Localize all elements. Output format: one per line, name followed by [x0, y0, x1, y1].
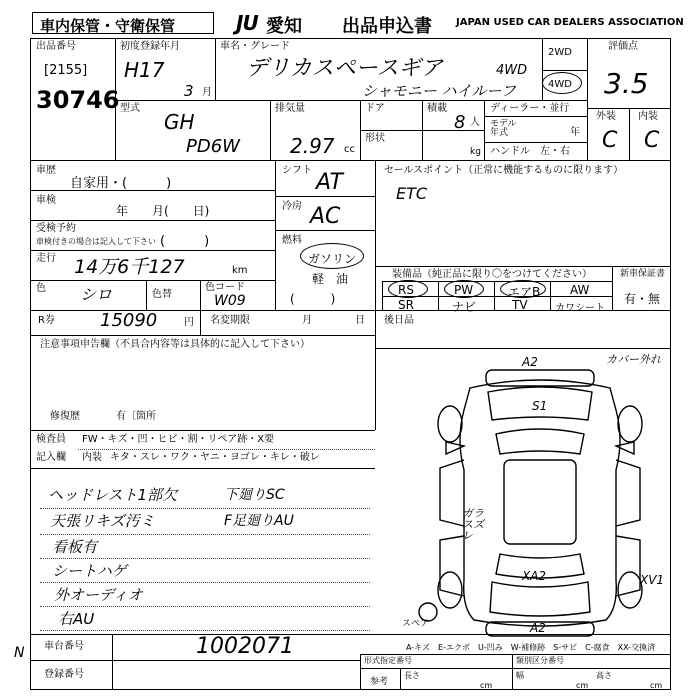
cert-label-2: 類別区分番号 — [516, 656, 564, 665]
fuel-diesel: 軽 油 — [312, 272, 349, 286]
storage-label: 車内保管・守衛保管 — [40, 17, 176, 35]
width-unit: cm — [576, 681, 589, 690]
equip-airbag-circle — [500, 280, 546, 298]
car-damage-diagram — [410, 350, 670, 640]
damage-note: XV1 — [640, 573, 665, 587]
mileage-value: 14万6千127 — [74, 256, 185, 278]
damage-note: カバー外れ — [606, 353, 661, 366]
repair-label: 修復歴 — [50, 411, 80, 422]
equip-rs-circle — [388, 280, 428, 298]
interior-grade: C — [644, 128, 660, 153]
lot-number: 30746 — [36, 86, 120, 114]
spare-label: スペア — [402, 619, 430, 629]
fuel-label: 燃料 — [282, 235, 302, 246]
lot-sub-number: [2155] — [44, 63, 88, 78]
org-name: 愛知 — [266, 16, 302, 37]
inspector-row1: FW・キズ・凹・ヒビ・割・リペア跡・X要 — [82, 434, 275, 445]
drive-2wd: 2WD — [548, 47, 572, 58]
exterior-grade: C — [602, 128, 618, 153]
remark-line: シートハゲ — [52, 562, 127, 580]
seats-value: 8 — [454, 112, 466, 133]
shift-value: AT — [316, 170, 343, 195]
reg-number-label: 登録番号 — [44, 669, 84, 680]
transfer-label: 名変期限 — [210, 315, 250, 326]
color-code-value: W09 — [214, 293, 246, 309]
disp-label: 排気量 — [275, 103, 305, 114]
rating-label: 評価点 — [608, 41, 638, 52]
mileage-label: 走行 — [36, 253, 56, 264]
remark-line: 天張リキズ汚ミ — [50, 512, 155, 530]
association-name: JAPAN USED CAR DEALERS ASSOCIATION — [456, 17, 684, 28]
remark-right-line: 下廻りSC — [224, 487, 285, 503]
reg-month-unit: 月 — [202, 87, 212, 98]
height-unit: cm — [650, 681, 663, 690]
selling-points-value: ETC — [396, 184, 428, 203]
equip-pw-circle — [444, 280, 484, 298]
disp-unit: cc — [344, 144, 355, 155]
repair-value: 有〔箇所 — [116, 411, 156, 422]
equip-pw: PW — [454, 283, 474, 297]
type-label: 型式 — [120, 103, 140, 114]
length-label: 長さ — [404, 671, 420, 680]
remark-line: 外オーディオ — [54, 586, 143, 604]
ref-label: 参考 — [370, 677, 389, 687]
reg-month: 3 — [184, 82, 194, 100]
cert-label-1: 形式指定番号 — [364, 656, 412, 665]
disp-value: 2.97 — [290, 134, 335, 158]
warranty-options: 有・無 — [624, 292, 661, 306]
shape-label: 形状 — [365, 133, 385, 144]
dealer-label: ディーラー・並行 — [490, 103, 570, 114]
inspector-row2: キタ・スレ・ワク・ヤニ・ヨゴレ・キレ・破レ — [110, 452, 320, 463]
reception-label: 受検予約 — [36, 223, 76, 234]
model-name-label: 車名・グレード — [220, 41, 290, 52]
damage-note: A2 — [530, 621, 546, 635]
inspection-value: 年 月( 日) — [116, 204, 210, 218]
color-label: 色 — [36, 283, 46, 294]
equip-navi: ナビ — [452, 300, 477, 314]
model-name-line2: シャモニー ハイルーフ — [362, 82, 516, 100]
fuel-gas-circle — [300, 243, 364, 269]
damage-note: A2 — [522, 355, 538, 369]
equip-leather: カワシート — [555, 303, 605, 314]
equip-aw: AW — [570, 283, 590, 297]
color-value: シロ — [80, 285, 113, 304]
shift-label: シフト — [282, 165, 312, 176]
ju-logo: JU — [236, 11, 258, 35]
transfer-day: 日 — [355, 315, 365, 326]
damage-note: ガラスズレ — [462, 507, 484, 542]
interior-label: 内装 — [638, 111, 658, 122]
history-value: 自家用・( ) — [70, 176, 172, 191]
model-year-unit: 年 — [570, 127, 580, 138]
drive-4wd-circle — [542, 72, 582, 94]
remark-line: ヘッドレスト1部欠 — [48, 486, 178, 504]
recycle-label: R券 — [38, 315, 55, 326]
capacity-label: 積載 — [427, 103, 447, 114]
equipment-label: 装備品（純正品に限り〇をつけてください） — [392, 269, 592, 280]
type-line1: GH — [164, 110, 195, 134]
door-label: ドア — [365, 103, 385, 114]
ac-value: AC — [310, 204, 341, 229]
inspector-label-2: 記入欄 — [36, 452, 66, 463]
remark-right-line: F足廻りAU — [224, 513, 294, 529]
reception-value: ( ) — [160, 234, 210, 249]
damage-note: S1 — [532, 399, 548, 413]
inspector-label-1: 検査員 — [36, 434, 66, 445]
reg-year: H17 — [124, 58, 165, 82]
exterior-label: 外装 — [596, 111, 616, 122]
color-change-label: 色替 — [152, 289, 172, 300]
inspector-row2-label: 内装 — [82, 452, 102, 463]
chassis-label: 車台番号 — [44, 641, 84, 652]
recycle-unit: 円 — [184, 317, 194, 328]
post-sale-label: 後日品 — [384, 315, 414, 326]
damage-note: XA2 — [522, 569, 547, 583]
height-label: 高さ — [596, 671, 612, 680]
equip-tv: TV — [512, 298, 528, 312]
damage-legend: A-キズ E-エクボ U-凹み W-補修跡 S-サビ C-腐食 XX-交換済 — [406, 643, 656, 652]
color-code-label: 色コード — [205, 282, 245, 293]
length-unit: cm — [480, 681, 493, 690]
equip-sr: SR — [398, 298, 414, 312]
mileage-unit: km — [232, 265, 248, 276]
model-drive-note: 4WD — [496, 63, 528, 78]
warranty-label: 新車保証書 — [620, 269, 666, 279]
history-label: 車歴 — [36, 165, 56, 176]
handle-options: 左・右 — [540, 146, 570, 157]
reg-label: 初度登録年月 — [120, 41, 180, 52]
type-line2: PD6W — [186, 136, 240, 157]
inspection-label: 車検 — [36, 195, 56, 206]
lot-label: 出品番号 — [36, 41, 76, 52]
remark-line: 看板有 — [52, 538, 98, 556]
model-name-line1: デリカスペースギア — [246, 56, 443, 81]
seats-unit: 人 — [470, 117, 480, 128]
equip-rs: RS — [398, 283, 414, 297]
chassis-value: 1002071 — [196, 634, 294, 659]
reception-note: 車検付きの場合は記入して下さい — [36, 237, 156, 246]
notes-label: 注意事項申告欄（不具合内容等は具体的に記入して下さい） — [40, 339, 310, 350]
ac-label: 冷房 — [282, 201, 302, 212]
corner-mark: N — [14, 645, 25, 661]
fuel-gasoline: ガソリン — [308, 252, 357, 266]
rating-score: 3.5 — [604, 67, 649, 100]
width-label: 幅 — [516, 671, 524, 680]
handle-label: ハンドル — [490, 146, 530, 157]
selling-points-label: セールスポイント（正常に機能するものに限ります） — [384, 165, 624, 176]
remark-line: 右AU — [58, 610, 95, 628]
equip-airbag: エアB — [508, 285, 541, 299]
drive-4wd: 4WD — [548, 79, 572, 90]
sheet-title: 出品申込書 — [342, 16, 432, 37]
capacity-unit: kg — [470, 147, 481, 157]
model-year-label: モデル年式 — [490, 119, 517, 138]
transfer-month: 月 — [302, 315, 312, 326]
recycle-value: 15090 — [100, 310, 158, 331]
fuel-other: ( ) — [290, 292, 336, 306]
